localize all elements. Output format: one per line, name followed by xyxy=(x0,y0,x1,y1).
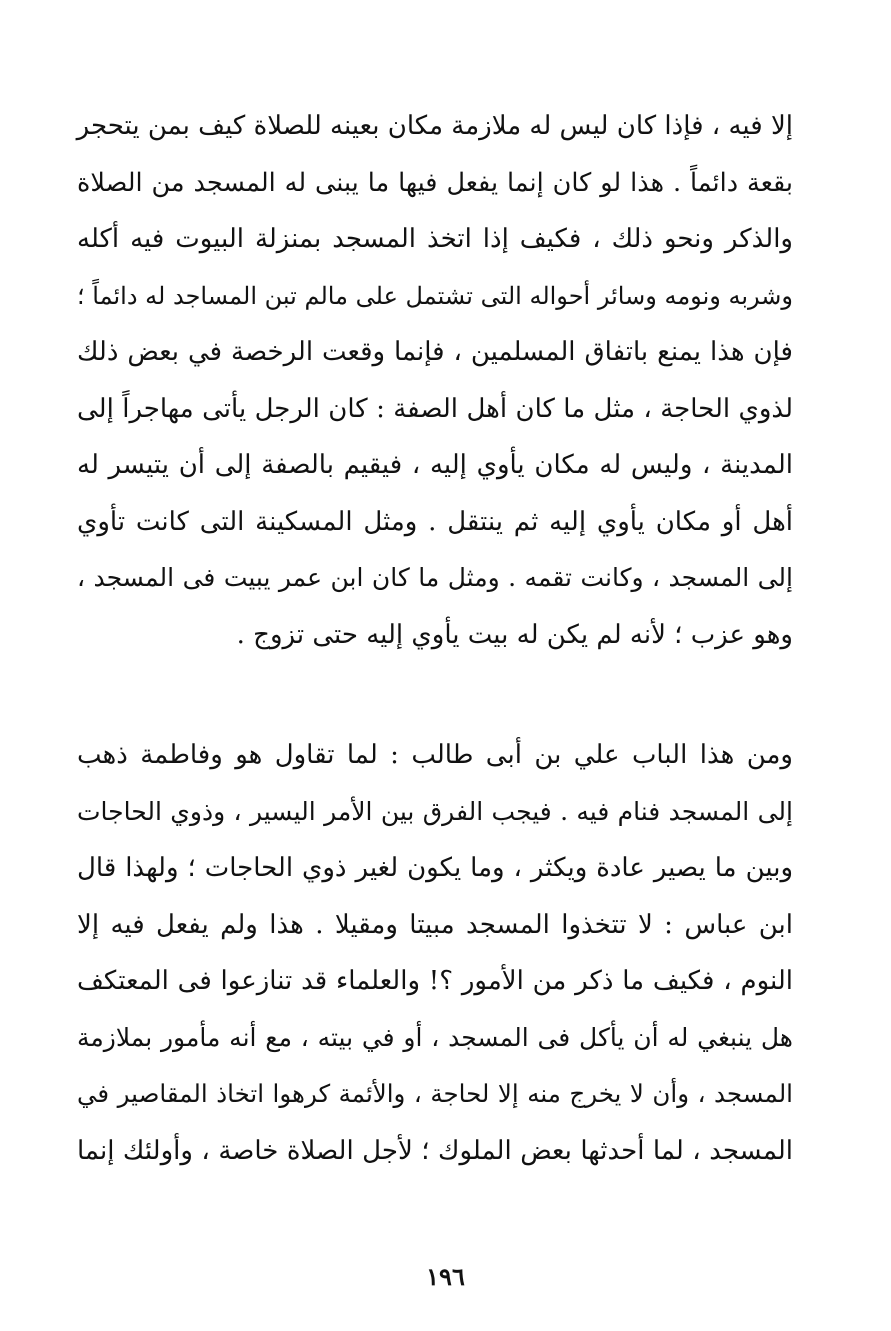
text-line: هل ينبغي له أن يأكل فى المسجد ، أو في بيته ، مع أنه مأمور بملازمة xyxy=(77,1022,793,1052)
text-line: أهل أو مكان يأوي إليه ثم ينتقل . ومثل المسكينة التى كانت تأوي xyxy=(77,506,793,537)
text-line: لذوي الحاجة ، مثل ما كان أهل الصفة : كان الرجل يأتى مهاجراً إلى xyxy=(77,393,793,424)
text-line: وبين ما يصير عادة ويكثر ، وما يكون لغير ذوي الحاجات ؛ ولهذا قال xyxy=(77,853,793,883)
text-line: بقعة دائماً . هذا لو كان إنما يفعل فيها ما يبنى له المسجد من الصلاة xyxy=(77,167,793,198)
text-line: ابن عباس : لا تتخذوا المسجد مبيتا ومقيلا . هذا ولم يفعل فيه إلا xyxy=(77,909,793,940)
text-line: وشربه ونومه وسائر أحواله التى تشتمل على مالم تبن المساجد له دائماً ؛ xyxy=(77,281,793,310)
text-line: ومن هذا الباب علي بن أبى طالب : لما تقاول هو وفاطمة ذهب xyxy=(77,740,793,770)
text-line: والذكر ونحو ذلك ، فكيف إذا اتخذ المسجد بمنزلة البيوت فيه أكله xyxy=(77,224,793,254)
text-line: إلا فيه ، فإذا كان ليس له ملازمة مكان بعينه للصلاة كيف بمن يتحجر xyxy=(76,111,793,141)
text-line: إلى المسجد ، وكانت تقمه . ومثل ما كان ابن عمر يبيت فى المسجد ، xyxy=(77,563,793,592)
text-line: إلى المسجد فنام فيه . فيجب الفرق بين الأمر اليسير ، وذوي الحاجات xyxy=(77,796,793,826)
paragraph-1 xyxy=(77,98,793,663)
text-line: وهو عزب ؛ لأنه لم يكن له بيت يأوي إليه حتى تزوج . xyxy=(236,619,793,650)
text-line: المسجد ، لما أحدثها بعض الملوك ؛ لأجل الصلاة خاصة ، وأولئك إنما xyxy=(77,1135,793,1166)
text-line: فإن هذا يمنع باتفاق المسلمين ، فإنما وقعت الرخصة في بعض ذلك xyxy=(77,337,793,367)
text-line: النوم ، فكيف ما ذكر من الأمور ؟! والعلماء قد تنازعوا فى المعتكف xyxy=(77,966,793,996)
paragraph-2 xyxy=(77,727,793,1179)
page-number: ١٩٦ xyxy=(426,1262,465,1291)
text-line: المسجد ، وأن لا يخرج منه إلا لحاجة ، والأئمة كرهوا اتخاذ المقاصير في xyxy=(77,1079,793,1108)
text-line: المدينة ، وليس له مكان يأوي إليه ، فيقيم بالصفة إلى أن يتيسر له xyxy=(77,450,793,480)
